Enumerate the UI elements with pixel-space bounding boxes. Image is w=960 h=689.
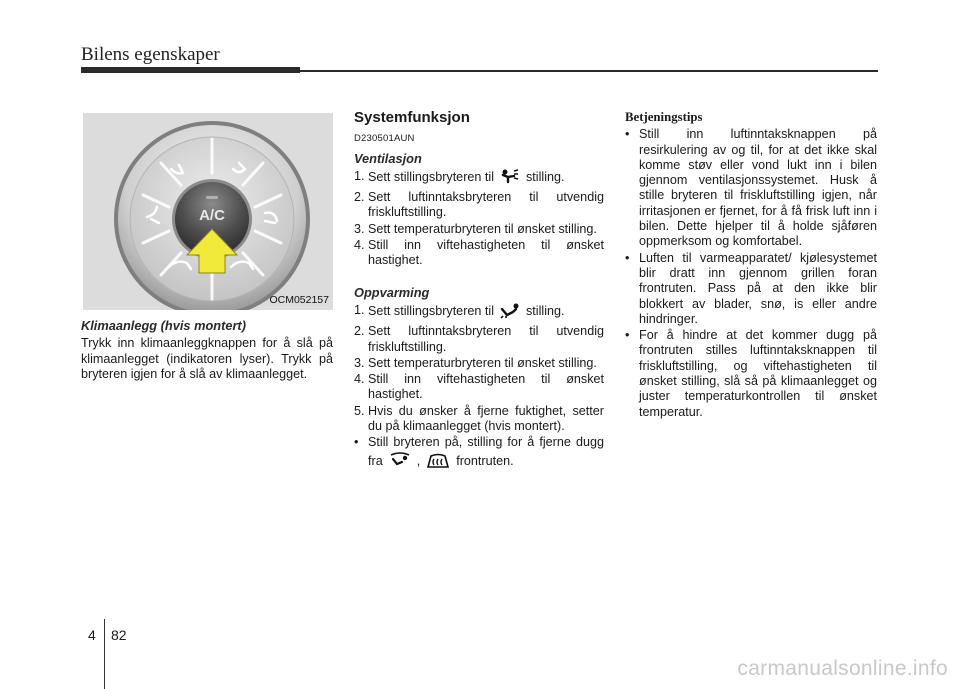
column-2 (354, 110, 604, 474)
figure-code: OCM052157 (269, 294, 329, 306)
bullet-dot: • (354, 435, 359, 450)
list-item: 2. Sett luftinntaksbryteren til utvendig friskluftstilling. (354, 190, 604, 220)
list-item: 2. Sett luftinntaksbryteren til utvendig friskluftstilling. (354, 324, 604, 354)
bullet-dot: • (625, 250, 630, 265)
list-item: 4. Still inn viftehastigheten til ønsket hastighet. (354, 372, 604, 402)
bullet-dot: • (625, 328, 630, 343)
floor-vent-icon (500, 303, 520, 323)
ac-button-label: A/C (199, 207, 225, 224)
tips-heading: Betjeningstips (625, 110, 703, 124)
face-vent-icon (500, 169, 520, 189)
ac-subtitle: Klimaanlegg (hvis montert) (81, 318, 246, 333)
list-item: • Luften til varmeapparatet/ kjølesystemet blir dratt inn gjennom grillen foran frontruten. Pass på at den ikke blir blokkert av blader, snø, is eller andre hindringer. (625, 250, 877, 326)
list-item: 1. Sett stillingsbryteren til stilling. (354, 303, 604, 323)
bullet-dot: • (625, 127, 630, 142)
footer-divider (104, 619, 105, 689)
column-3 (625, 110, 877, 421)
ac-indicator (206, 196, 218, 199)
tips-list (625, 127, 877, 420)
system-heading: Systemfunksjon (354, 109, 470, 126)
heating-title: Oppvarming (354, 284, 430, 300)
list-item: 1. Sett stillingsbryteren til stilling. (354, 169, 604, 189)
list-item: • Still bryteren på, stilling for å fjerne dugg fra , frontruten. (354, 435, 604, 473)
header-title: Bilens egenskaper (81, 44, 220, 65)
list-item: • For å hindre at det kommer dugg på frontruten stilles luftinntaksknappen til friskluftstilling, og viftehastigheten til ønsket stilling, slå så på klimaanlegget og juster temperaturkontrollen til ønsket temperatur. (625, 328, 877, 419)
ventilation-title: Ventilasjon (354, 150, 422, 166)
list-item: 5. Hvis du ønsker å fjerne fuktighet, setter du på klimaanlegget (hvis montert). (354, 403, 604, 434)
header-rule-thick (81, 67, 300, 73)
column-1 (81, 318, 333, 382)
climate-control-figure (83, 113, 333, 310)
windshield-defrost-icon (426, 453, 450, 473)
list-item: 4. Still inn viftehastigheten til ønsket hastighet. (354, 238, 604, 268)
list-item: • Still inn luftinntaksknappen på resirkulering av og til, for at det ikke skal komme støv eller vond lukt inn i bilen gjennom ventilasjonssystemet. Husk å stille bryteren til friskluftstilling igjen, når irritasjonen er fjernet, for å få frisk luft inn i bilen. Dette hjelper til å holde sjåføren oppmerksom og komfortabel. (625, 127, 877, 249)
header-rule-thin (300, 70, 878, 72)
section-code: D230501AUN (354, 133, 415, 145)
ac-paragraph: Trykk inn klimaanleggknappen for å slå på klimaanlegget (indikatoren lyser). Trykk på bryteren igjen for å slå av klimaanlegget. (81, 336, 333, 381)
ventilation-steps (354, 169, 604, 269)
floor-defrost-icon (389, 451, 411, 473)
list-item: 3. Sett temperaturbryteren til ønsket stilling. (354, 355, 597, 370)
climate-dial-illustration (83, 113, 333, 310)
heating-steps (354, 303, 604, 473)
section-number: 4 (88, 627, 96, 643)
list-item: 3. Sett temperaturbryteren til ønsket stilling. (354, 221, 597, 236)
watermark: carmanualsonline.info (737, 657, 948, 680)
page-number: 82 (111, 627, 127, 643)
